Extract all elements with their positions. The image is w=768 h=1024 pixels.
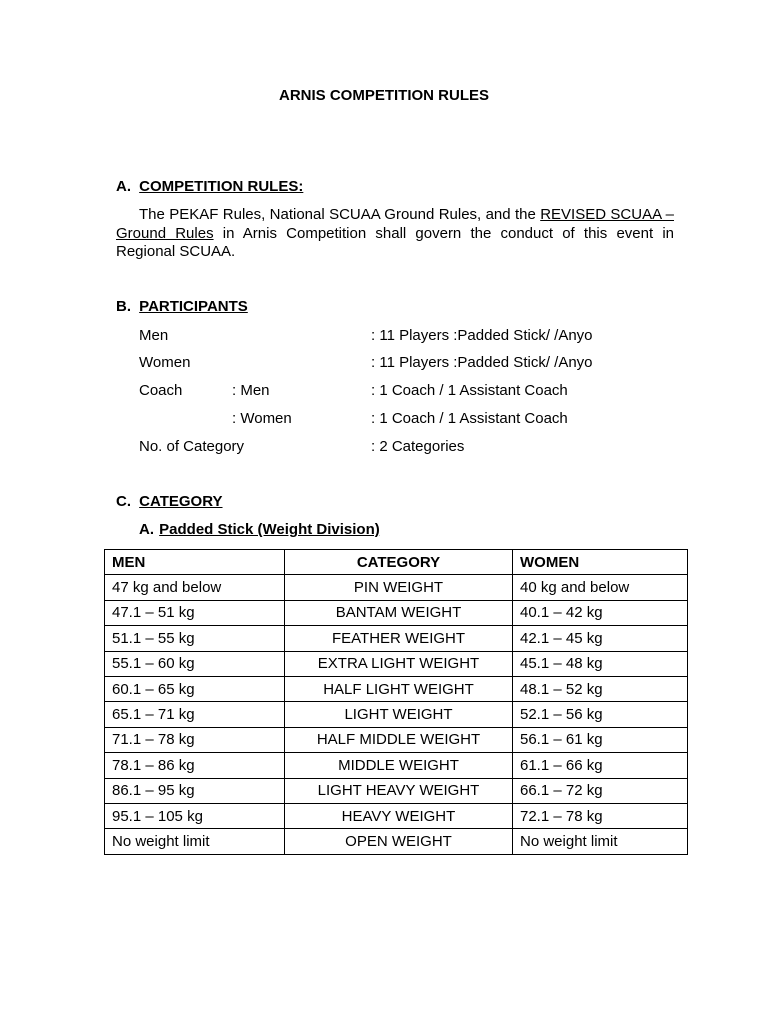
category-cell: HALF MIDDLE WEIGHT	[285, 727, 513, 752]
coach-women-value: : 1 Coach / 1 Assistant Coach	[371, 410, 568, 427]
category-count-label: No. of Category	[139, 438, 245, 455]
document-title: ARNIS COMPETITION RULES	[278, 87, 489, 104]
revised-rules-reference: REVISED SCUAA – Ground Rules	[116, 206, 674, 242]
category-count-value: : 2 Categories	[371, 438, 465, 455]
category-cell: HALF LIGHT WEIGHT	[285, 676, 513, 701]
women-value: : 11 Players :Padded Stick/ /Anyo	[371, 354, 593, 371]
table-row	[105, 600, 688, 625]
category-cell: FEATHER WEIGHT	[285, 626, 513, 651]
men-weight-cell: 55.1 – 60 kg	[105, 651, 285, 676]
coach-men-value: : 1 Coach / 1 Assistant Coach	[371, 382, 568, 399]
section-b-title: PARTICIPANTS	[139, 298, 248, 315]
category-cell: BANTAM WEIGHT	[285, 600, 513, 625]
men-weight-cell: 86.1 – 95 kg	[105, 778, 285, 803]
category-cell: LIGHT WEIGHT	[285, 702, 513, 727]
women-weight-cell: 40.1 – 42 kg	[513, 600, 688, 625]
coach-label: Coach	[139, 382, 183, 399]
men-weight-cell: No weight limit	[105, 829, 285, 854]
women-weight-cell: 45.1 – 48 kg	[513, 651, 688, 676]
table-row	[105, 829, 688, 854]
men-weight-cell: 78.1 – 86 kg	[105, 753, 285, 778]
men-weight-cell: 65.1 – 71 kg	[105, 702, 285, 727]
category-cell: MIDDLE WEIGHT	[285, 753, 513, 778]
women-weight-cell: 56.1 – 61 kg	[513, 727, 688, 752]
header-category: CATEGORY	[285, 550, 513, 575]
section-b-letter: B.	[116, 298, 131, 315]
category-cell: OPEN WEIGHT	[285, 829, 513, 854]
header-men: MEN	[105, 550, 285, 575]
table-row	[105, 753, 688, 778]
women-weight-cell: 48.1 – 52 kg	[513, 676, 688, 701]
subsection-title: Padded Stick (Weight Division)	[159, 521, 380, 538]
section-a-title: COMPETITION RULES:	[139, 178, 304, 195]
table-header-row	[105, 550, 688, 575]
paragraph-text-start: The PEKAF Rules, National SCUAA Ground Rules, and the	[139, 206, 536, 223]
category-cell: LIGHT HEAVY WEIGHT	[285, 778, 513, 803]
category-cell: EXTRA LIGHT WEIGHT	[285, 651, 513, 676]
section-c-heading	[116, 493, 223, 510]
women-weight-cell: No weight limit	[513, 829, 688, 854]
section-c-title: CATEGORY	[139, 493, 223, 510]
table-row	[105, 778, 688, 803]
men-weight-cell: 47 kg and below	[105, 575, 285, 600]
table-row	[105, 803, 688, 828]
table-row	[105, 575, 688, 600]
section-a-letter: A.	[116, 178, 131, 195]
section-a-paragraph	[116, 206, 674, 262]
men-weight-cell: 60.1 – 65 kg	[105, 676, 285, 701]
table-row	[105, 727, 688, 752]
category-cell: HEAVY WEIGHT	[285, 803, 513, 828]
women-weight-cell: 42.1 – 45 kg	[513, 626, 688, 651]
men-weight-cell: 95.1 – 105 kg	[105, 803, 285, 828]
subsection-heading	[139, 521, 380, 538]
women-weight-cell: 66.1 – 72 kg	[513, 778, 688, 803]
coach-men-label: : Men	[232, 382, 270, 399]
men-weight-cell: 47.1 – 51 kg	[105, 600, 285, 625]
category-cell: PIN WEIGHT	[285, 575, 513, 600]
women-weight-cell: 40 kg and below	[513, 575, 688, 600]
paragraph-text-end: in Arnis Competition shall govern the conduct of this event in Regional SCUAA.	[116, 224, 674, 260]
table-row	[105, 676, 688, 701]
subsection-letter: A.	[139, 521, 154, 538]
table-row	[105, 702, 688, 727]
header-women: WOMEN	[513, 550, 688, 575]
women-weight-cell: 72.1 – 78 kg	[513, 803, 688, 828]
table-row	[105, 626, 688, 651]
men-weight-cell: 51.1 – 55 kg	[105, 626, 285, 651]
coach-women-label: : Women	[232, 410, 292, 427]
weight-division-table	[104, 549, 688, 855]
men-value: : 11 Players :Padded Stick/ /Anyo	[371, 327, 593, 344]
section-a-heading	[116, 178, 303, 195]
women-weight-cell: 61.1 – 66 kg	[513, 753, 688, 778]
men-weight-cell: 71.1 – 78 kg	[105, 727, 285, 752]
women-weight-cell: 52.1 – 56 kg	[513, 702, 688, 727]
table-row	[105, 651, 688, 676]
men-label: Men	[139, 327, 169, 344]
section-b-heading	[116, 298, 248, 315]
section-c-letter: C.	[116, 493, 131, 510]
women-label: Women	[139, 354, 191, 371]
